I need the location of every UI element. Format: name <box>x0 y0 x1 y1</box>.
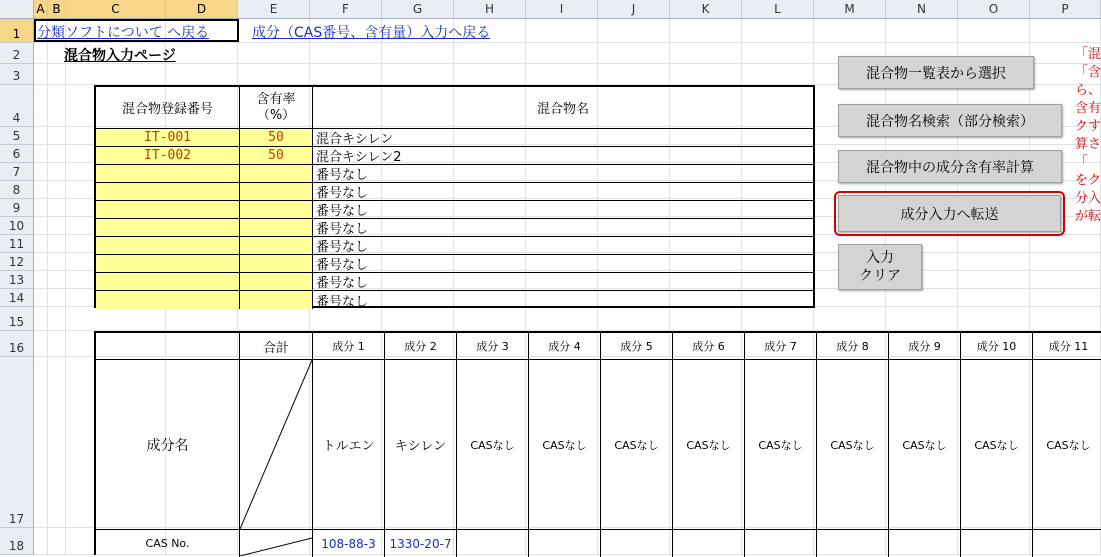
name-header <box>313 87 813 129</box>
mixture-name-cell-value: 番号なし <box>316 186 369 201</box>
side-note-line: クす <box>1075 119 1101 134</box>
row-header-3[interactable]: 3 <box>0 64 34 85</box>
total-label: 合計 <box>262 340 289 356</box>
mixture-reg-no-cell[interactable] <box>96 201 240 219</box>
component-name-label-cell <box>96 360 240 530</box>
input-clear-button[interactable] <box>838 244 922 290</box>
component-header-cell-value: 成分 8 <box>836 340 869 353</box>
mixture-reg-no-cell[interactable] <box>96 291 240 309</box>
component-header-cell[interactable] <box>457 333 529 360</box>
column-header-h[interactable]: H <box>454 0 526 19</box>
component-name-cell-value: トルエン <box>322 439 375 454</box>
input-clear-line2: クリア <box>859 268 901 284</box>
component-name-cell[interactable] <box>961 360 1033 530</box>
component-name-cell-value: CASなし <box>542 438 587 452</box>
side-note-lines <box>1075 46 1101 226</box>
mixture-rate-cell[interactable] <box>240 219 313 237</box>
component-header-cell[interactable] <box>529 333 601 360</box>
component-cas-cell[interactable] <box>817 530 889 557</box>
component-cas-cell[interactable] <box>745 530 817 557</box>
reg-no-header-label: 混合物登録番号 <box>121 102 213 117</box>
reg-no-header <box>96 87 240 129</box>
row-header-6[interactable]: 6 <box>0 145 34 163</box>
column-header-j[interactable]: J <box>598 0 670 19</box>
column-header-o[interactable]: O <box>958 0 1030 19</box>
component-cas-cell-value: 1330-20-7 <box>389 536 452 551</box>
mixture-name-cell[interactable] <box>313 165 813 183</box>
mixture-rate-cell[interactable] <box>240 273 313 291</box>
row-header-2[interactable]: 2 <box>0 43 34 64</box>
mixture-name-cell-value: 番号なし <box>316 168 369 183</box>
row-header-7[interactable]: 7 <box>0 163 34 181</box>
rate-header-label: 含有率 <box>256 91 296 107</box>
component-name-cell[interactable] <box>385 360 457 530</box>
row-header-4[interactable]: 4 <box>0 85 34 127</box>
component-header-cell-value: 成分 11 <box>1048 340 1089 353</box>
total-diagonal-line <box>240 360 312 529</box>
mixture-rate-cell[interactable] <box>240 129 313 147</box>
select-from-list-button[interactable]: 混合物一覧表から選択 <box>838 56 1034 89</box>
mixture-rate-cell[interactable] <box>240 201 313 219</box>
component-name-cell-value: CASなし <box>974 438 1019 452</box>
side-note-line: が転 <box>1075 209 1101 224</box>
component-cas-cell[interactable] <box>313 530 385 557</box>
mixture-rate-cell[interactable] <box>240 183 313 201</box>
total-header-cell <box>240 333 313 360</box>
mixture-reg-no-cell[interactable] <box>96 237 240 255</box>
row-header-14[interactable]: 14 <box>0 289 34 307</box>
calc-component-rate-button[interactable]: 混合物中の成分含有率計算 <box>838 150 1062 183</box>
row-header-12[interactable]: 12 <box>0 253 34 271</box>
component-name-cell[interactable] <box>673 360 745 530</box>
component-name-cell-value: CASなし <box>830 438 875 452</box>
component-name-cell-value: CASなし <box>758 438 803 452</box>
column-header-f[interactable]: F <box>310 0 382 19</box>
component-cas-cell[interactable] <box>385 530 457 557</box>
mixture-reg-no-cell-value: IT-001 <box>144 130 191 145</box>
component-cas-cell[interactable] <box>889 530 961 557</box>
side-note-line: 「混 <box>1075 47 1101 62</box>
component-header-cell-value: 成分 5 <box>620 340 653 353</box>
row-header-9[interactable]: 9 <box>0 199 34 217</box>
component-table <box>94 331 1101 555</box>
row-header-17[interactable]: 17 <box>0 357 34 528</box>
row-header-15[interactable]: 15 <box>0 307 34 331</box>
mixture-name-cell-value: 混合キシレン2 <box>316 150 402 165</box>
column-header-i[interactable]: I <box>526 0 598 19</box>
component-cas-cell-value: 108-88-3 <box>321 536 376 551</box>
component-name-cell[interactable] <box>817 360 889 530</box>
component-header-cell[interactable] <box>601 333 673 360</box>
component-header-cell[interactable] <box>745 333 817 360</box>
total-cas-cell <box>240 530 313 557</box>
rate-header-unit: （%） <box>256 107 296 123</box>
mixture-reg-no-cell[interactable] <box>96 255 240 273</box>
side-note <box>1075 46 1101 236</box>
component-name-cell[interactable] <box>529 360 601 530</box>
column-header-p[interactable]: P <box>1030 0 1101 19</box>
mixture-name-cell-value: 番号なし <box>316 258 369 273</box>
component-header-cell-value: 成分 3 <box>476 340 509 353</box>
mixture-name-cell-value: 番号なし <box>316 222 369 237</box>
mixture-rate-cell[interactable] <box>240 237 313 255</box>
mixture-name-cell[interactable] <box>313 255 813 273</box>
side-note-line: ら、 <box>1075 83 1101 98</box>
component-name-cell-value: CASなし <box>1046 438 1091 452</box>
component-cas-cell[interactable] <box>1033 530 1101 557</box>
side-note-line: 分入 <box>1075 191 1101 206</box>
column-header-b[interactable]: B <box>48 0 66 19</box>
select-all-corner[interactable] <box>0 0 34 19</box>
component-header-cell[interactable] <box>961 333 1033 360</box>
cas-label: CAS No. <box>145 537 190 550</box>
mixture-reg-no-cell[interactable] <box>96 129 240 147</box>
component-cas-cell[interactable] <box>601 530 673 557</box>
transfer-to-component-input-button[interactable]: 成分入力へ転送 <box>838 195 1061 232</box>
mixture-name-search-button[interactable]: 混合物名検索（部分検索） <box>838 104 1062 137</box>
mixture-name-cell[interactable] <box>313 273 813 291</box>
mixture-name-cell-value: 番号なし <box>316 204 369 219</box>
row-header-13[interactable]: 13 <box>0 271 34 289</box>
side-note-line: 算さ <box>1075 137 1101 152</box>
mixture-rate-cell[interactable] <box>240 255 313 273</box>
mixture-name-cell-value: 番号なし <box>316 294 369 310</box>
component-header-cell-value: 成分 1 <box>332 340 365 353</box>
row-header-11[interactable]: 11 <box>0 235 34 253</box>
mixture-reg-no-cell[interactable] <box>96 147 240 165</box>
component-name-cell[interactable] <box>1033 360 1101 530</box>
component-name-cell[interactable] <box>601 360 673 530</box>
back-to-tool-link[interactable]: 分類ソフトについて へ戻る <box>37 25 210 41</box>
mixture-rate-cell[interactable] <box>240 147 313 165</box>
component-name-cell-value: CASなし <box>902 438 947 452</box>
component-header-cell-value: 成分 4 <box>548 340 581 353</box>
component-header-cell[interactable] <box>313 333 385 360</box>
column-header-e[interactable]: E <box>238 0 310 19</box>
component-name-cell[interactable] <box>745 360 817 530</box>
component-name-cell-value: CASなし <box>470 438 515 452</box>
mixture-name-cell[interactable] <box>313 183 813 201</box>
component-header-cell[interactable] <box>673 333 745 360</box>
component-name-label: 成分名 <box>146 437 189 454</box>
mixture-reg-no-cell[interactable] <box>96 219 240 237</box>
input-clear-line1: 入力 <box>866 250 894 266</box>
back-to-component-input-link[interactable]: 成分（CAS番号、含有量）入力へ戻る <box>252 25 491 41</box>
rate-header <box>240 87 313 129</box>
cas-label-cell <box>96 530 240 557</box>
mixture-name-cell[interactable] <box>313 201 813 219</box>
mixture-name-cell-value: 番号なし <box>316 240 369 255</box>
mixture-reg-no-cell-value: IT-002 <box>144 148 191 163</box>
mixture-name-cell-value: 番号なし <box>316 276 369 291</box>
component-header-cell-value: 成分 10 <box>976 340 1017 353</box>
mixture-name-cell[interactable] <box>313 237 813 255</box>
column-header-c[interactable]: C <box>66 0 166 19</box>
mixture-rate-cell-value: 50 <box>268 148 284 163</box>
side-note-line: 「 <box>1075 155 1089 170</box>
mixture-reg-no-cell[interactable] <box>96 273 240 291</box>
side-note-line: 含有 <box>1075 101 1101 116</box>
component-name-cell[interactable] <box>457 360 529 530</box>
mixture-name-cell[interactable] <box>313 291 813 309</box>
mixture-table <box>94 85 815 308</box>
total-name-cell <box>240 360 313 530</box>
mixture-name-cell-value: 混合キシレン <box>316 132 394 147</box>
side-note-line: 「含 <box>1075 65 1101 80</box>
column-header-k[interactable]: K <box>670 0 742 19</box>
component-cas-cell[interactable] <box>673 530 745 557</box>
column-header-l[interactable]: L <box>742 0 814 19</box>
mixture-reg-no-cell[interactable] <box>96 165 240 183</box>
total-cas-diagonal-line <box>240 530 312 556</box>
component-header-cell[interactable] <box>385 333 457 360</box>
component-header-cell-value: 成分 6 <box>692 340 725 353</box>
row-header-18[interactable]: 18 <box>0 528 34 555</box>
row-header-16[interactable]: 16 <box>0 331 34 357</box>
column-header-g[interactable]: G <box>382 0 454 19</box>
row-header-8[interactable]: 8 <box>0 181 34 199</box>
component-header-cell-value: 成分 2 <box>404 340 437 353</box>
comp-corner-cell <box>96 333 240 360</box>
side-note-line: をク <box>1075 173 1101 188</box>
component-header-cell-value: 成分 9 <box>908 340 941 353</box>
mixture-rate-cell[interactable] <box>240 291 313 309</box>
page-title: 混合物入力ページ <box>64 48 176 64</box>
component-name-cell-value: CASなし <box>686 438 731 452</box>
mixture-name-cell[interactable] <box>313 129 813 147</box>
component-header-cell[interactable] <box>889 333 961 360</box>
component-cas-cell[interactable] <box>457 530 529 557</box>
name-header-label: 混合物名 <box>536 102 589 117</box>
component-cas-cell[interactable] <box>529 530 601 557</box>
row-header-1[interactable]: 1 <box>0 19 34 43</box>
column-header-d[interactable]: D <box>166 0 238 19</box>
column-header-m[interactable]: M <box>814 0 886 19</box>
mixture-reg-no-cell[interactable] <box>96 183 240 201</box>
component-header-cell-value: 成分 7 <box>764 340 797 353</box>
component-name-cell-value: キシレン <box>394 439 447 454</box>
component-header-cell[interactable] <box>1033 333 1101 360</box>
component-cas-cell[interactable] <box>961 530 1033 557</box>
component-header-cell[interactable] <box>817 333 889 360</box>
mixture-name-cell[interactable] <box>313 219 813 237</box>
mixture-rate-cell-value: 50 <box>268 130 284 145</box>
component-name-cell-value: CASなし <box>614 438 659 452</box>
component-name-cell[interactable] <box>313 360 385 530</box>
row-header-10[interactable]: 10 <box>0 217 34 235</box>
mixture-name-cell[interactable] <box>313 147 813 165</box>
component-name-cell[interactable] <box>889 360 961 530</box>
row-header-5[interactable]: 5 <box>0 127 34 145</box>
mixture-rate-cell[interactable] <box>240 165 313 183</box>
column-header-a[interactable]: A <box>34 0 48 19</box>
column-header-n[interactable]: N <box>886 0 958 19</box>
